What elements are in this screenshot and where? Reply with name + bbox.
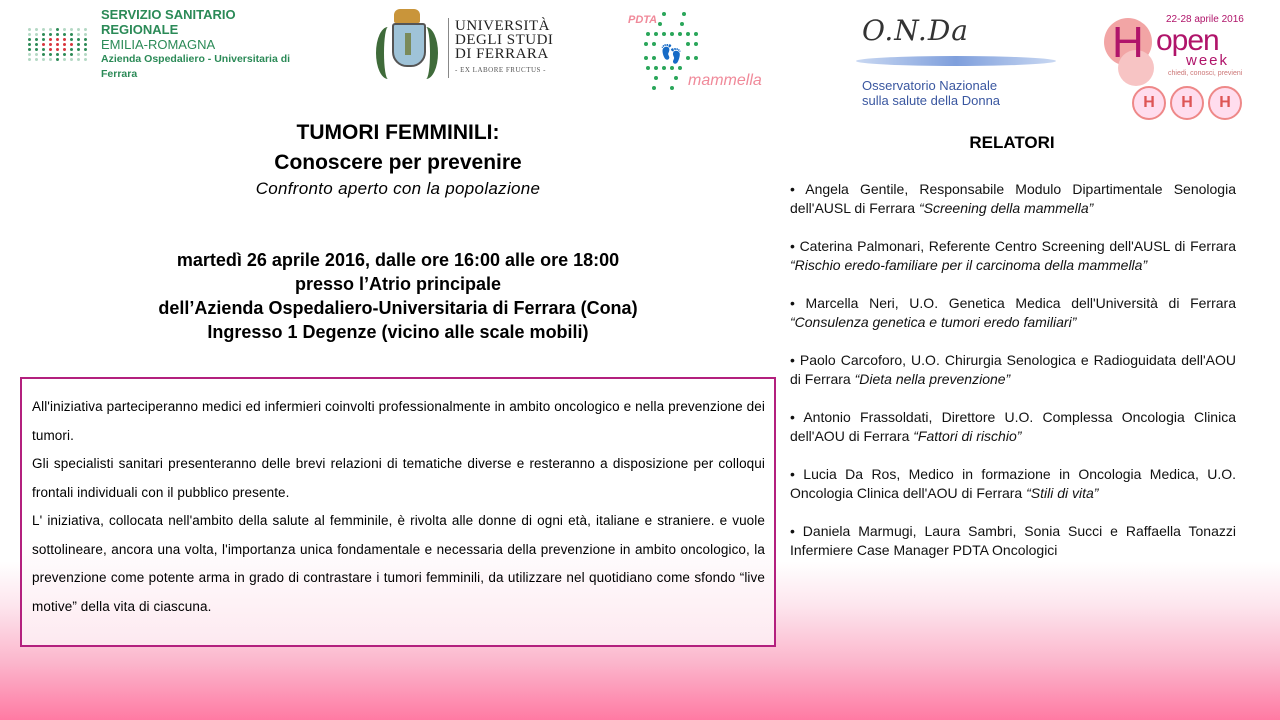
- unife-motto: - EX LABORE FRUCTUS -: [455, 66, 547, 74]
- relatori-heading: RELATORI: [969, 133, 1055, 152]
- description-paragraph-2: Gli specialisti sanitari presenteranno delle brevi relazioni di tematiche diverse e resteranno a disposizione per colloqui frontali individuali con il pubblico presente.: [32, 456, 765, 500]
- hopen-date: 22-28 aprile 2016: [1166, 14, 1244, 25]
- description-paragraph-1: All'iniziativa parteciperanno medici ed infermieri coinvolti professionalmente in ambito oncologico e nella prevenzione dei tumori.: [32, 399, 765, 443]
- event-location-3: Ingresso 1 Degenze (vicino alle scale mobili): [207, 322, 589, 342]
- speaker-item: [790, 237, 1236, 275]
- event-location-2: dell’Azienda Ospedaliero-Universitaria di Ferrara (Cona): [158, 298, 638, 318]
- hopen-letter: H: [1112, 18, 1144, 67]
- university-crest-icon: [372, 9, 442, 87]
- speaker-topic: “Screening della mammella”: [918, 200, 1094, 216]
- speaker-list: [790, 180, 1236, 579]
- speaker-item: [790, 522, 1236, 560]
- speaker-info: • Angela Gentile, Responsabile Modulo Dipartimentale Senologia dell'AUSL di Ferrara: [790, 181, 1236, 216]
- event-date: martedì 26 aprile 2016, dalle ore 16:00 alle ore 18:00: [176, 250, 620, 270]
- logo-ssr-emilia-romagna: [28, 6, 308, 80]
- speaker-item: [790, 465, 1236, 503]
- speaker-info: • Antonio Frassoldati, Direttore U.O. Complessa Oncologia Clinica dell'AOU di Ferrara: [790, 409, 1236, 444]
- event-subtitle: Conoscere per prevenire: [274, 151, 522, 174]
- speaker-info: • Caterina Palmonari, Referente Centro Screening dell'AUSL di Ferrara: [790, 238, 1236, 254]
- logo-h-open-week: [1100, 12, 1250, 132]
- ssr-line1: SERVIZIO SANITARIO REGIONALE: [101, 6, 236, 37]
- onda-line1: Osservatorio Nazionale: [862, 78, 998, 93]
- ssr-line3: Azienda Ospedaliero - Universitaria di Ferrara: [101, 52, 291, 80]
- speaker-topic: “Dieta nella prevenzione”: [854, 371, 1011, 387]
- hopen-week: week: [1186, 52, 1230, 69]
- h-badge-icon: H: [1132, 86, 1166, 120]
- unife-line3: DI FERRARA: [455, 46, 549, 62]
- logo-unife: [372, 8, 557, 88]
- speaker-topic: “Stili di vita”: [1026, 485, 1099, 501]
- speaker-item: [790, 408, 1236, 446]
- speaker-topic: “Consulenza genetica e tumori eredo familiari”: [790, 314, 1077, 330]
- ssr-line2: EMILIA-ROMAGNA: [101, 36, 216, 52]
- speaker-item: [790, 294, 1236, 332]
- speaker-info: • Marcella Neri, U.O. Genetica Medica dell'Università di Ferrara: [790, 295, 1236, 311]
- speaker-info: • Paolo Carcoforo, U.O. Chirurgia Senologica e Radioguidata dell'AOU di Ferrara: [790, 352, 1236, 387]
- unife-line2: DEGLI STUDI: [455, 32, 554, 48]
- pdta-sub: mammella: [688, 72, 762, 89]
- speaker-item: [790, 351, 1236, 389]
- pdta-label: PDTA: [628, 14, 658, 26]
- hopen-open: open: [1156, 24, 1219, 57]
- speaker-item: [790, 180, 1236, 218]
- speaker-topic: “Rischio eredo-familiare per il carcinoma della mammella”: [790, 257, 1148, 273]
- event-title: TUMORI FEMMINILI:: [296, 121, 500, 144]
- logo-onda: [852, 14, 1072, 109]
- event-location-1: presso l’Atrio principale: [294, 274, 502, 294]
- ssr-dot-grid-icon: [28, 28, 89, 61]
- speaker-topic: “Fattori di rischio”: [913, 428, 1022, 444]
- unife-line1: UNIVERSITÀ: [455, 18, 550, 34]
- h-badge-icon: H: [1170, 86, 1204, 120]
- speaker-info: • Lucia Da Ros, Medico in formazione in Oncologia Medica, U.O. Oncologia Clinica dell'AOU di Ferrara: [790, 466, 1236, 501]
- h-badge-icon: H: [1208, 86, 1242, 120]
- event-info-block: [100, 248, 696, 344]
- speaker-info: • Daniela Marmugi, Laura Sambri, Sonia Succi e Raffaella Tonazzi Infermiere Case Manager PDTA Oncologici: [790, 523, 1236, 558]
- description-paragraph-3: L' iniziativa, collocata nell'ambito della salute al femminile, è rivolta alle donne di ogni età, italiane e straniere. e vuole sottolineare, ancora una volta, l'importanza unica fondamentale e necessaria della prevenzione in ambito oncologico, la prevenzione come potente arma in grado di contrastare i tumori femminili, da utilizzare nel quotidiano come sfondo “live motive” della vita di ciascuna.: [32, 513, 765, 614]
- divider: [448, 18, 449, 78]
- description-box: [20, 377, 776, 647]
- event-tagline: Confronto aperto con la popolazione: [255, 179, 541, 198]
- event-title-block: [100, 118, 696, 200]
- onda-line2: sulla salute della Donna: [862, 93, 1001, 108]
- onda-wave-icon: [856, 56, 1056, 66]
- onda-script: O.N.Da: [862, 14, 969, 47]
- logo-pdta-mammella: [628, 10, 768, 90]
- footprints-icon: 👣: [660, 44, 683, 64]
- hopen-tagline: chiedi, conosci, previeni: [1168, 70, 1243, 77]
